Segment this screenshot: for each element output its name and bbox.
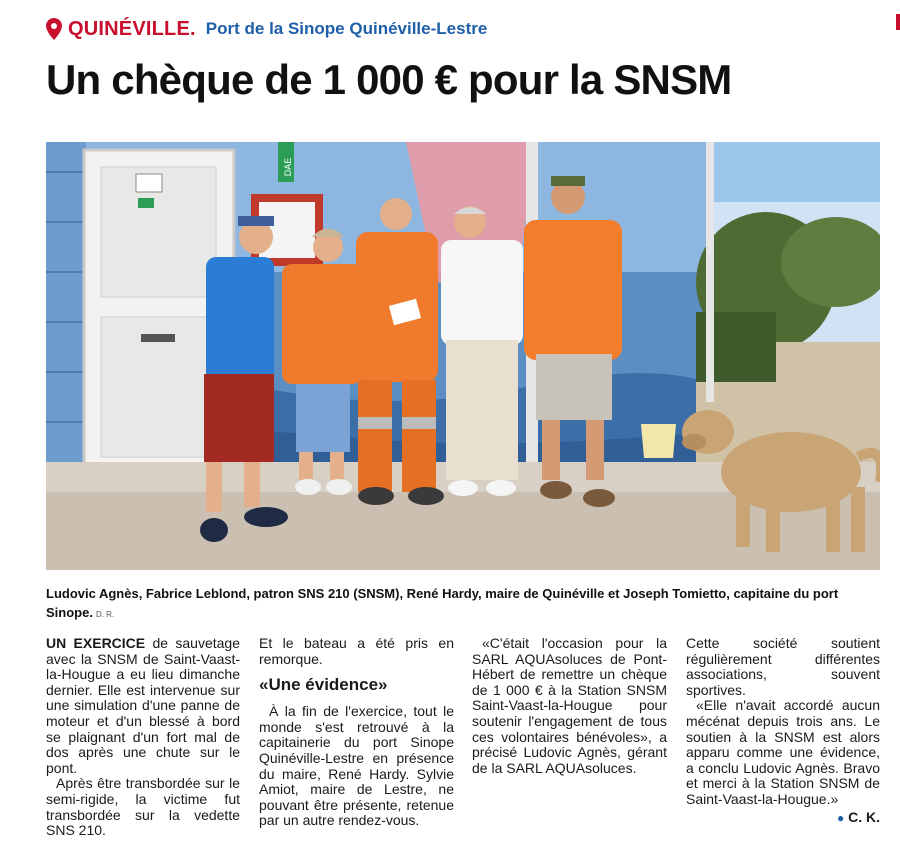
paragraph-1 [46, 636, 240, 776]
bullet-icon: ● [836, 810, 845, 825]
kicker-subtitle: Port de la Sinope Quinéville-Lestre [205, 19, 488, 38]
paragraph-1-text: de sauvetage avec la SNSM de Saint-Vaast-la-Hougue a eu lieu dimanche dernier. Elle est intervenue sur une simulation d'une panne de moteur et d'un blessé à bord se plaignant d'un fort mal de dos après une chute sur le pont. [46, 635, 240, 776]
paragraph-6: Cette société soutient régulièrement différentes associations, souvent sportives. [686, 635, 880, 698]
paragraph-3: Et le bateau a été pris en remorque. [259, 635, 454, 667]
kicker [46, 14, 487, 44]
paragraph-4: À la fin de l'exercice, tout le monde s'est retrouvé à la capitainerie du port Sinope Quinéville-Lestre en présence du maire, René Hardy. Sylvie Amiot, maire de Lestre, ne pouvant être présente, retenue par un autre rendez-vous. [259, 703, 454, 829]
paragraph-5: «C'était l'occasion pour la SARL AQUAsoluces de Pont-Hébert de remettre un chèque de 1 000 € à la Station SNSM Saint-Vaast-la-Hougue pour soutenir l'engagement de tous ces volontaires bénévoles», a précisé Ludovic Agnès, gérant de la SARL AQUAsoluces. [472, 635, 667, 776]
article-photo [46, 142, 880, 570]
column-2 [259, 636, 454, 829]
photo-credit: D. R. [95, 610, 115, 619]
article-subhead: «Une évidence» [259, 675, 388, 695]
edge-mark [896, 14, 900, 30]
column-3 [472, 636, 667, 776]
location-pin-icon [46, 18, 62, 40]
signature [686, 810, 880, 827]
column-4 [686, 636, 880, 826]
caption-text: Ludovic Agnès, Fabrice Leblond, patron SNS 210 (SNSM), René Hardy, maire de Quinéville et Joseph Tomietto, capitaine du port Sinope. [46, 586, 839, 620]
paragraph-7: «Elle n'avait accordé aucun mécénat depuis trois ans. Le soutien à la SNSM est alors apparu comme une évidence, a conclu Ludovic Agnès. Bravo et merci à la Station SNSM de Saint-Vaast-la-Hougue.» [686, 697, 880, 807]
aed-sign: DAE [283, 157, 293, 177]
lead-word: UN EXERCICE [46, 635, 146, 651]
headline: Un chèque de 1 000 € pour la SNSM [46, 56, 732, 103]
person-rene [441, 206, 523, 496]
column-1 [46, 636, 240, 839]
paragraph-2: Après être transbordée sur le semi-rigide, la victime fut transbordée sur la vedette SNS 210. [46, 775, 240, 839]
kicker-place: QUINÉVILLE. [68, 17, 196, 40]
signature-text: C. K. [848, 808, 880, 825]
photo-caption [46, 584, 880, 624]
